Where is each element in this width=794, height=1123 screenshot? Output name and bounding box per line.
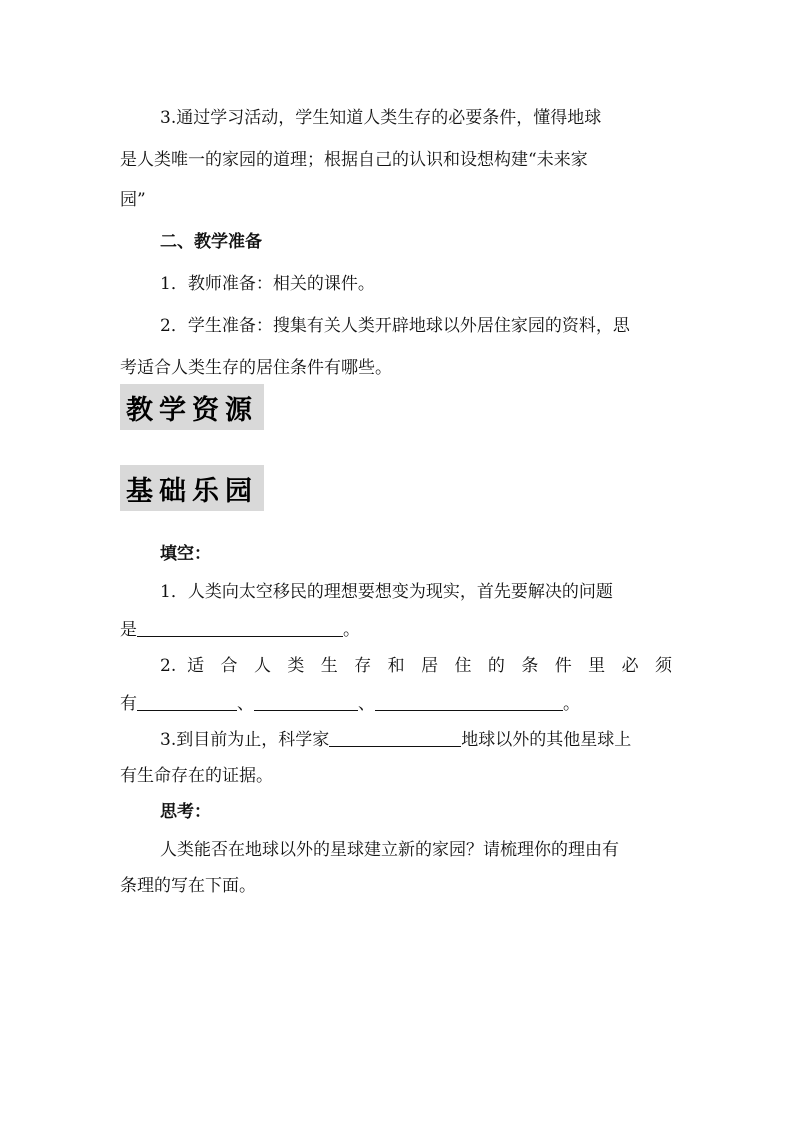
preparation-item-2-line2: 考适合人类生存的居住条件有哪些。 (120, 358, 392, 378)
think-question-line2: 条理的写在下面。 (120, 876, 256, 896)
answer-blank-2b[interactable] (254, 692, 358, 711)
answer-blank-3[interactable] (329, 728, 461, 747)
question-1-line1: 1．人类向太空移民的理想要想变为现实，首先要解决的问题 (160, 582, 613, 602)
objective-3-line2: 是人类唯一的家园的道理；根据自己的认识和设想构建“未来家 (120, 150, 588, 170)
question-2-line1: 2. 适 合 人 类 生 存 和 居 住 的 条 件 里 必 须 (160, 656, 672, 676)
question-3-suffix: 地球以外的其他星球上 (461, 730, 632, 750)
objective-3-line3: 园” (120, 190, 146, 210)
question-1-suffix: 。 (343, 620, 360, 640)
question-2-prefix: 有 (120, 694, 137, 714)
question-1-prefix: 是 (120, 620, 137, 640)
think-label: 思考： (160, 802, 211, 822)
question-2-suffix: 。 (563, 694, 580, 714)
question-3-line1 (120, 720, 672, 760)
section-heading-resources: 教学资源 (120, 384, 264, 430)
preparation-item-1: 1．教师准备：相关的课件。 (160, 274, 375, 294)
fill-in-label: 填空： (160, 544, 211, 564)
answer-blank-2a[interactable] (137, 692, 237, 711)
question-2-separator-1: 、 (237, 694, 254, 714)
question-3-line2: 有生命存在的证据。 (120, 766, 273, 786)
objective-3-line1: 3.通过学习活动，学生知道人类生存的必要条件，懂得地球 (160, 108, 602, 128)
preparation-item-2-line1: 2．学生准备：搜集有关人类开辟地球以外居住家园的资料，思 (160, 316, 630, 336)
think-question-line1: 人类能否在地球以外的星球建立新的家园？请梳理你的理由有 (160, 840, 619, 860)
question-1-line2 (120, 610, 672, 650)
answer-blank-2c[interactable] (375, 692, 563, 711)
question-3-prefix: 3.到目前为止，科学家 (160, 730, 330, 750)
preparation-heading: 二、教学准备 (160, 232, 262, 252)
answer-blank-1[interactable] (137, 618, 343, 637)
section-heading-basics: 基础乐园 (120, 465, 264, 511)
question-2-separator-2: 、 (358, 694, 375, 714)
question-2-line2 (120, 684, 672, 724)
